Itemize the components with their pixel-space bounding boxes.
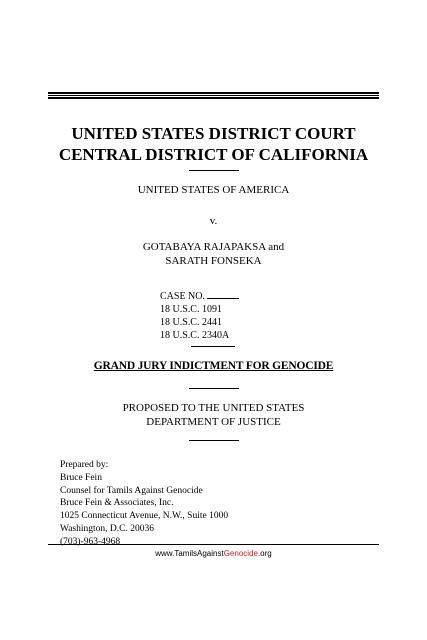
- defendants: [0, 240, 427, 268]
- divider-rule: [191, 346, 235, 347]
- top-rule-middle-line: [48, 95, 379, 96]
- proposed-line1: PROPOSED TO THE UNITED STATES: [122, 402, 305, 414]
- footer-url-suffix: .org: [257, 549, 272, 558]
- proposed-line2: DEPARTMENT OF JUSTICE: [146, 416, 281, 428]
- divider-rule: [189, 440, 239, 441]
- defendant-line1: GOTABAYA RAJAPAKSA and: [142, 241, 285, 253]
- court-heading: [0, 123, 427, 165]
- prepared-by-block: [60, 459, 228, 549]
- footer-url-highlight: Genocide: [223, 549, 258, 558]
- divider-rule: [189, 388, 239, 389]
- court-name-line2: CENTRAL DISTRICT OF CALIFORNIA: [58, 145, 369, 164]
- preparer-name: Bruce Fein: [60, 472, 102, 483]
- address-line2: Washington, D.C. 20036: [60, 523, 154, 534]
- document-title: GRAND JURY INDICTMENT FOR GENOCIDE: [93, 360, 334, 372]
- court-name-line1: UNITED STATES DISTRICT COURT: [71, 124, 356, 143]
- versus-label: v.: [209, 215, 218, 227]
- proposed-to: [0, 401, 427, 429]
- address-line1: 1025 Connecticut Avenue, N.W., Suite 1000: [60, 511, 229, 522]
- phone-number: (703)-963-4968: [60, 536, 121, 547]
- case-number: [160, 288, 239, 303]
- statute: 18 U.S.C. 1091: [160, 304, 222, 315]
- footer-rule: [48, 544, 379, 545]
- prepared-by-label: Prepared by:: [60, 460, 109, 470]
- case-info: [160, 288, 239, 342]
- case-number-blank: [207, 288, 239, 299]
- divider-rule: [189, 170, 239, 171]
- plaintiff-name: UNITED STATES OF AMERICA: [137, 184, 290, 196]
- statute: 18 U.S.C. 2441: [160, 317, 222, 328]
- preparer-firm: Bruce Fein & Associates, Inc.: [60, 498, 174, 509]
- footer-url[interactable]: [0, 549, 427, 558]
- preparer-title: Counsel for Tamils Against Genocide: [60, 485, 203, 496]
- statute: 18 U.S.C. 2340A: [160, 330, 230, 341]
- footer-url-prefix: www.TamilsAgainst: [155, 549, 224, 558]
- case-number-label: CASE NO.: [160, 291, 206, 302]
- defendant-line2: SARATH FONSEKA: [165, 255, 262, 267]
